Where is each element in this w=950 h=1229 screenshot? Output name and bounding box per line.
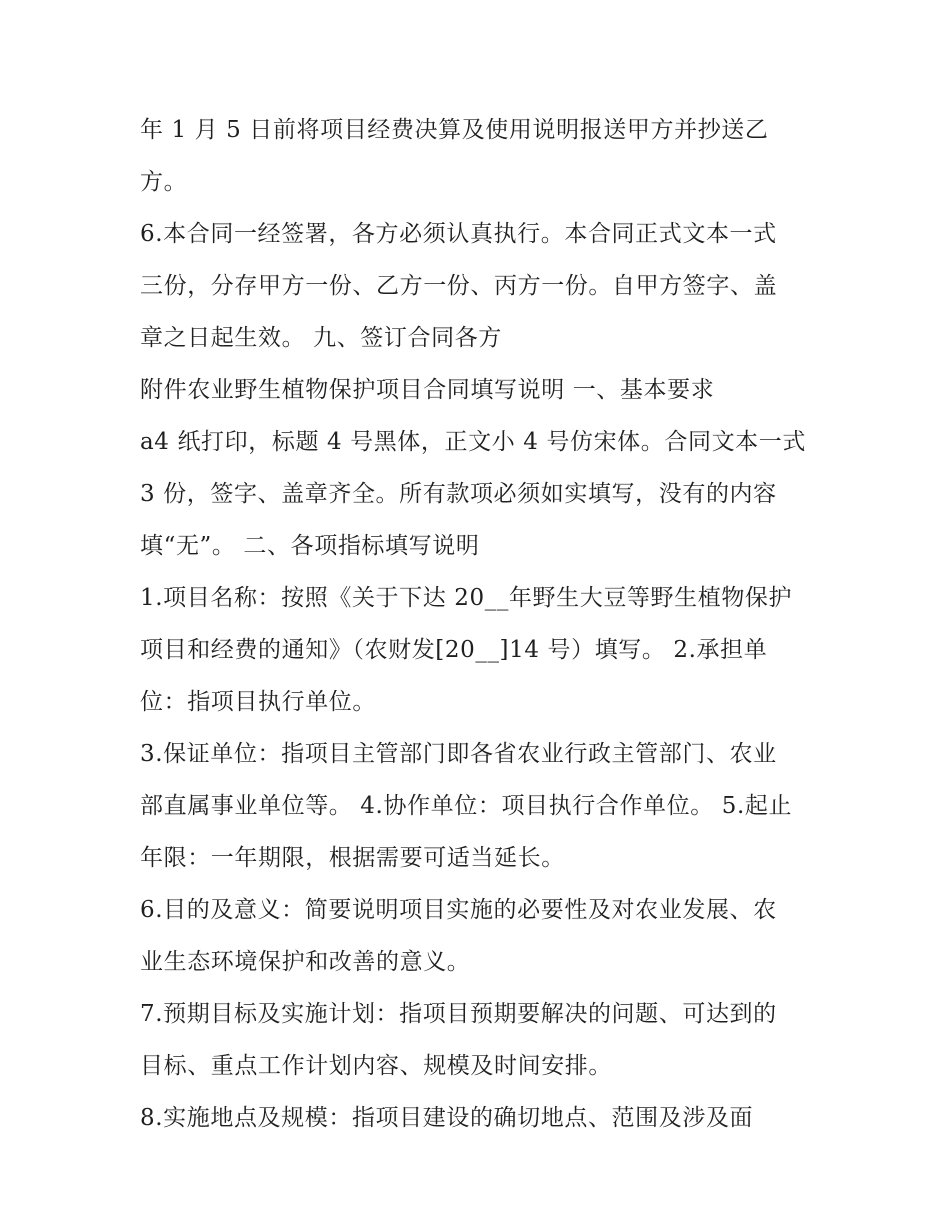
text-line: 部直属事业单位等。 4.协作单位：项目执行合作单位。 5.起止 bbox=[140, 793, 793, 819]
text-line: 6.目的及意义：简要说明项目实施的必要性及对农业发展、农 bbox=[140, 897, 777, 923]
text-line: 方。 bbox=[140, 169, 188, 195]
text-line: 6.本合同一经签署，各方必须认真执行。本合同正式文本一式 bbox=[140, 221, 777, 247]
text-line: 项目和经费的通知》（农财发[20__]14 号）填写。 2.承担单 bbox=[140, 637, 768, 663]
text-line: 3.保证单位：指项目主管部门即各省农业行政主管部门、农业 bbox=[140, 741, 777, 767]
text-line: 年限：一年期限，根据需要可适当延长。 bbox=[140, 845, 565, 871]
text-line: 1.项目名称：按照《关于下达 20__年野生大豆等野生植物保护 bbox=[140, 585, 793, 611]
text-line: 三份，分存甲方一份、乙方一份、丙方一份。自甲方签字、盖 bbox=[140, 273, 778, 299]
text-line: 年 1 月 5 日前将项目经费决算及使用说明报送甲方并抄送乙 bbox=[140, 117, 769, 143]
text-line: a4 纸打印，标题 4 号黑体，正文小 4 号仿宋体。合同文本一式 bbox=[140, 429, 806, 455]
text-line: 7.预期目标及实施计划：指项目预期要解决的问题、可达到的 bbox=[140, 1001, 777, 1027]
text-line: 业生态环境保护和改善的意义。 bbox=[140, 949, 471, 975]
text-line: 目标、重点工作计划内容、规模及时间安排。 bbox=[140, 1053, 612, 1079]
text-line: 位：指项目执行单位。 bbox=[140, 689, 376, 715]
text-line: 填“无”。 二、各项指标填写说明 bbox=[140, 533, 480, 559]
text-line: 3 份，签字、盖章齐全。所有款项必须如实填写，没有的内容 bbox=[140, 481, 777, 507]
text-line: 附件农业野生植物保护项目合同填写说明 一、基本要求 bbox=[140, 377, 715, 403]
text-line: 章之日起生效。 九、签订合同各方 bbox=[140, 325, 502, 351]
text-line: 8.实施地点及规模：指项目建设的确切地点、范围及涉及面 bbox=[140, 1105, 754, 1131]
